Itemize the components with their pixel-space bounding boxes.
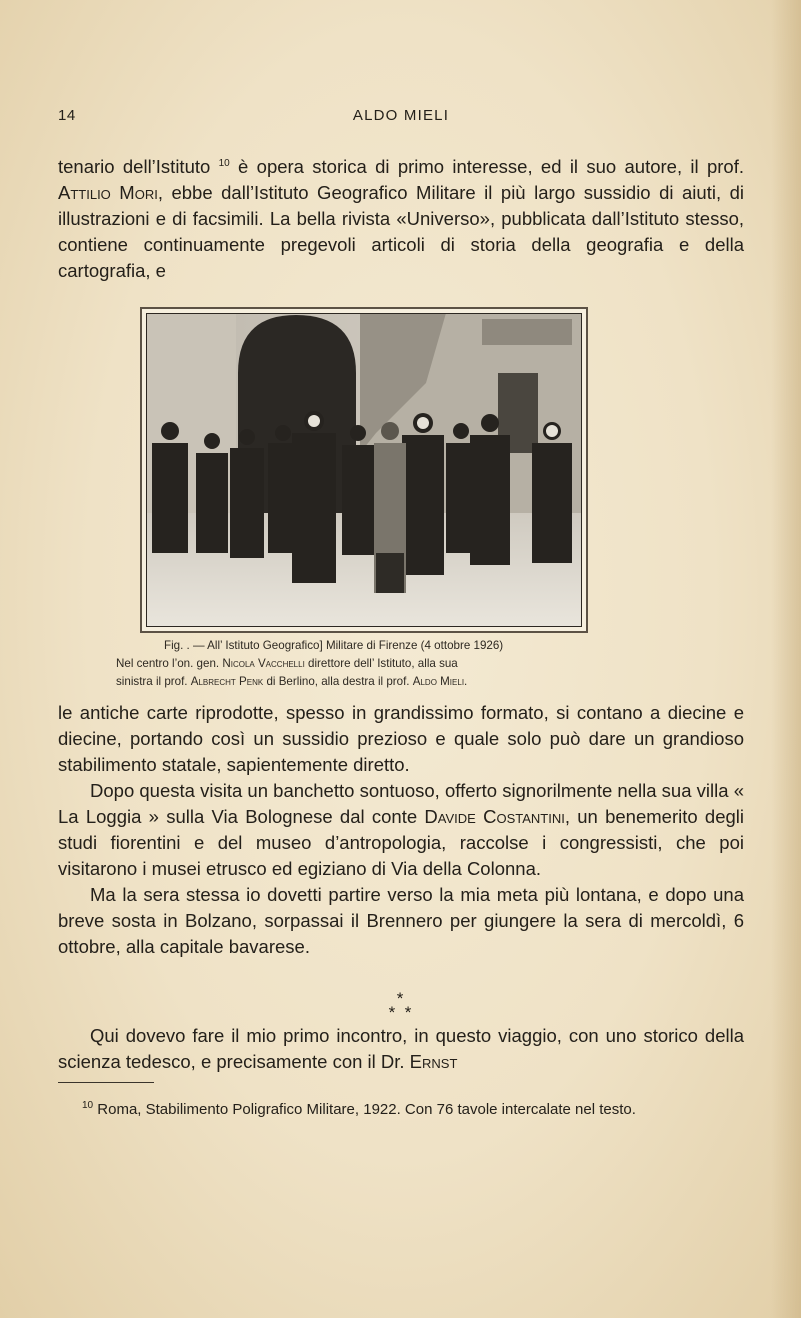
footnote-reference: 10	[218, 158, 230, 169]
caption-line-3-text-c: .	[464, 675, 468, 688]
paragraph-mid-3: Ma la sera stessa io dovetti partire verso la mia meta più lontana, e dopo una breve sosta in Bolzano, sorpassai il Brennero per giungere la sera di mercoldì, 6 ottobre, alla capitale bavarese.	[58, 884, 744, 957]
caption-line-1: Fig. . — All’ Istituto Geografico] Militare di Firenze (4 ottobre 1926)	[164, 639, 504, 652]
paragraph-top-text-3: , ebbe dall’Istituto Geografico Militare il più largo sussidio di aiuti, di illustrazioni e di facsimili. La bella rivista «Universo», pubblicata dall’Istituto stesso, contiene continuamente pregevoli articoli di storia della geografia e della cartografia, e	[58, 182, 744, 282]
asterism-bottom: * *	[388, 1003, 412, 1022]
caption-line-2-text-b: direttore dell’ Istituto, alla sua	[304, 657, 458, 670]
person-name-ernst: Ernst	[409, 1051, 458, 1072]
section-asterism	[360, 989, 440, 1022]
person-name-mieli: Aldo Mieli	[412, 675, 465, 688]
footnote	[58, 1095, 744, 1121]
person-name-vacchelli: Nicola Vacchelli	[222, 657, 305, 670]
paragraph-bottom	[58, 1023, 744, 1075]
photograph-figure	[140, 307, 588, 633]
paragraph-mid-2	[58, 778, 744, 882]
paragraph-top	[58, 151, 744, 284]
paragraph-mid-1: le antiche carte riprodotte, spesso in grandissimo formato, si contano a diecine e diecine, portando così un sussidio prezioso e quale solo può dare un grandioso stabilimento statale, sapientemente diretto.	[58, 702, 744, 775]
footnote-text: Roma, Stabilimento Poligrafico Militare, 1922. Con 76 tavole intercalate nel testo.	[93, 1101, 636, 1118]
asterism-top: *	[396, 989, 404, 1008]
footnote-number: 10	[82, 1100, 94, 1111]
paragraph-group-middle	[58, 700, 744, 960]
paragraph-top-text-2: è opera storica di primo interesse, ed il suo autore, il prof.	[229, 156, 744, 178]
paragraph-bottom-text: Qui dovevo fare il mio primo incontro, in questo viaggio, con uno storico della scienza tedesco, e precisamente con il Dr.	[58, 1025, 744, 1072]
running-head: ALDO MIELI	[352, 107, 450, 124]
figure-caption	[116, 637, 628, 691]
group-photograph	[146, 313, 582, 627]
person-name-attilio-mori: Attilio Mori	[58, 182, 158, 204]
caption-line-3-text-b: di Berlino, alla destra il prof.	[263, 675, 413, 688]
caption-line-2-text-a: Nel centro l’on. gen.	[116, 657, 223, 670]
page-header	[58, 107, 744, 129]
person-name-costantini: Davide Costantini	[424, 806, 565, 827]
paragraph-mid-2-text-2: , un benemerito degli studi fiorentini e del museo d’antropologia, raccolse i congressisti, che poi visitarono i musei etrusco ed egiziano di Via della Colonna.	[58, 806, 745, 879]
page-edge-shadow	[771, 0, 801, 1318]
person-name-penk: Albrecht Penk	[190, 675, 264, 688]
footnote-separator	[58, 1082, 154, 1083]
page-number: 14	[58, 107, 76, 124]
caption-line-3-text-a: sinistra il prof.	[116, 675, 191, 688]
caption-line-2	[116, 655, 628, 673]
paragraph-top-text-1: tenario dell’Istituto	[58, 156, 219, 178]
paragraph-mid-2-text-1: Dopo questa visita un banchetto sontuoso, offerto signorilmente nella sua villa « La Loggia » sulla Via Bolognese dal conte	[58, 780, 744, 827]
caption-line-3	[116, 673, 628, 691]
